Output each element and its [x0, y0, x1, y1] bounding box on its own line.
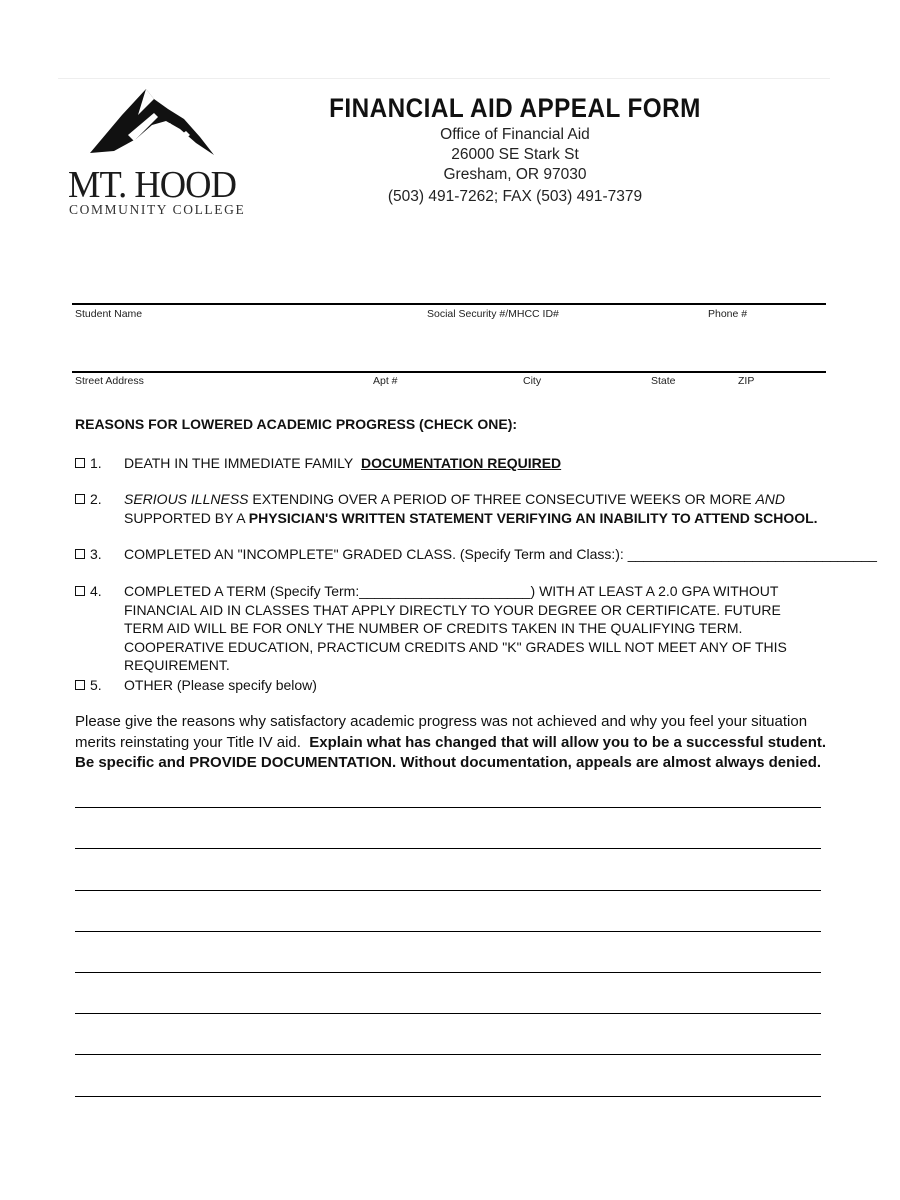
college-subtitle: COMMUNITY COLLEGE [69, 202, 246, 217]
writing-line-7[interactable] [75, 1054, 821, 1055]
reason-1-text: DEATH IN THE IMMEDIATE FAMILY DOCUMENTATION REQUIRED [124, 455, 562, 471]
address-line-street: 26000 SE Stark St [451, 146, 579, 163]
writing-line-4[interactable] [75, 931, 821, 932]
city-label: City [523, 375, 542, 387]
address-line-phone: (503) 491-7262; FAX (503) 491-7379 [387, 188, 643, 205]
checkbox-icon[interactable] [75, 458, 85, 468]
writing-line-5[interactable] [75, 972, 821, 973]
reason-3-blank[interactable]: ________________________________ [627, 546, 877, 562]
reason-3-text: COMPLETED AN "INCOMPLETE" GRADED CLASS. (Specify Term and Class:): ________________________________ [124, 546, 877, 562]
reason-5-text: OTHER (Please specify below) [124, 677, 317, 693]
mountain-logo-icon [88, 85, 218, 160]
college-name: MT. HOOD [68, 164, 236, 206]
reason-2-number[interactable]: 2. [75, 490, 102, 509]
writing-line-8[interactable] [75, 1096, 821, 1097]
zip-label: ZIP [738, 375, 755, 387]
reason-item-2 [0, 490, 900, 530]
checkbox-icon[interactable] [75, 549, 85, 559]
reason-4-number[interactable]: 4. [75, 582, 102, 601]
instructions-paragraph: Please give the reasons why satisfactory academic progress was not achieved and why you feel your situation merits reinstating your Title IV aid. Explain what has changed that will allow you to be a successful student. Be specific and PROVIDE DOCUMENTATION. Without documentation, appeals are almost always denied. [75, 713, 827, 771]
reason-3-number[interactable]: 3. [75, 545, 102, 564]
reason-2-text: SERIOUS ILLNESS EXTENDING OVER A PERIOD OF THREE CONSECUTIVE WEEKS OR MORE AND SUPPORTED BY A PHYSICIAN'S WRITTEN STATEMENT VERIFYING AN INABILITY TO ATTEND SCHOOL. [124, 491, 818, 526]
checkbox-icon[interactable] [75, 494, 85, 504]
checkbox-icon[interactable] [75, 586, 85, 596]
street-address-label: Street Address [75, 375, 144, 387]
reason-5-number[interactable]: 5. [75, 676, 102, 695]
reasons-heading: REASONS FOR LOWERED ACADEMIC PROGRESS (CHECK ONE): [75, 416, 518, 432]
reason-item-4 [0, 582, 900, 674]
phone-label: Phone # [708, 308, 748, 320]
address-info-line[interactable] [72, 371, 826, 373]
address-line-office: Office of Financial Aid [440, 126, 590, 143]
writing-line-1[interactable] [75, 807, 821, 808]
checkbox-icon[interactable] [75, 680, 85, 690]
student-name-label: Student Name [75, 308, 143, 320]
college-logo [62, 85, 252, 225]
ssn-id-label: Social Security #/MHCC ID# [427, 308, 559, 320]
apt-label: Apt # [373, 375, 398, 387]
writing-line-6[interactable] [75, 1013, 821, 1014]
page-top-border [58, 78, 830, 79]
writing-line-3[interactable] [75, 890, 821, 891]
address-line-city: Gresham, OR 97030 [443, 166, 587, 183]
reason-1-number[interactable]: 1. [75, 454, 102, 473]
reason-4-blank[interactable]: ______________________ [359, 583, 531, 599]
form-title: FINANCIAL AID APPEAL FORM [329, 93, 701, 123]
reason-4-text: COMPLETED A TERM (Specify Term:______________________) WITH AT LEAST A 2.0 GPA WITHOUT FINANCIAL AID IN CLASSES THAT APPLY DIRECTLY TO YOUR DEGREE OR CERTIFICATE. FUTURE TERM AID WILL BE FOR ONLY THE NUMBER OF CREDITS TAKEN IN THE QUALIFYING TERM. COOPERATIVE EDUCATION, PRACTICUM CREDITS AND "K" GRADES WILL NOT MEET ANY OF THIS REQUIREMENT. [124, 583, 787, 674]
student-info-line[interactable] [72, 303, 826, 305]
state-label: State [651, 375, 676, 387]
writing-line-2[interactable] [75, 848, 821, 849]
